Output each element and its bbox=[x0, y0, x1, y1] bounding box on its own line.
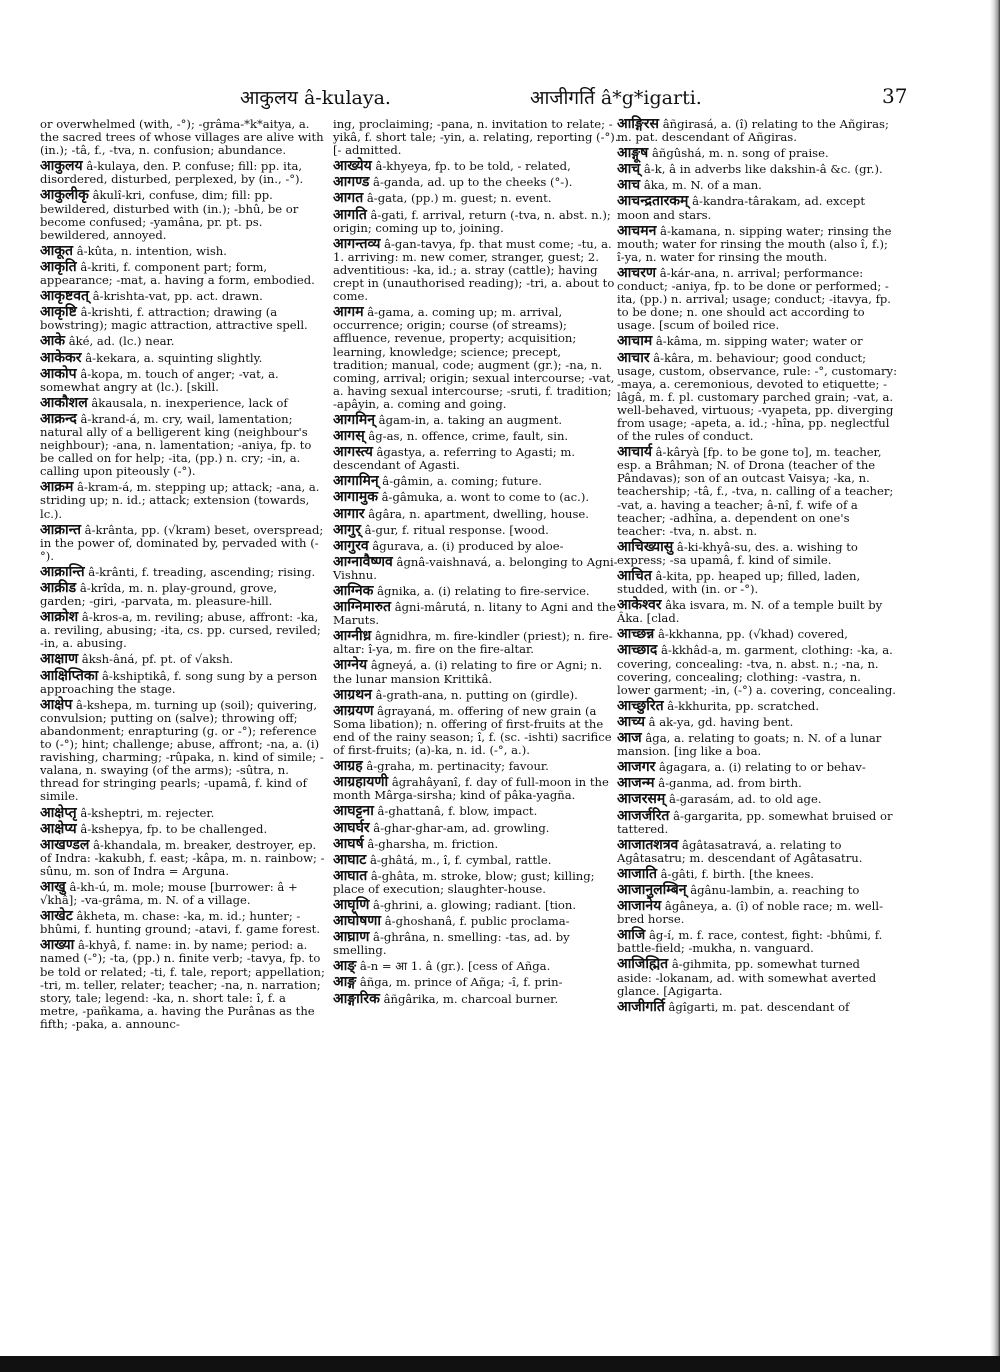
entry-headword: आक्षाण bbox=[40, 651, 79, 668]
column-left bbox=[40, 118, 326, 1034]
entry-definition: â-kandra-târakam, ad. except moon and stars. bbox=[617, 194, 866, 222]
entry-headword: आच् bbox=[617, 161, 641, 178]
entry-definition: âga, a. relating to goats; n. N. of a lunar mansion. [ing like a boa. bbox=[617, 731, 882, 759]
entry-definition: â-kkhurita, pp. scratched. bbox=[667, 698, 820, 713]
entry-definition: â-gihmita, pp. somewhat turned aside: -lokanam, ad. with somewhat averted glance. [Agigarta. bbox=[617, 957, 877, 998]
entry-headword: आघात bbox=[333, 867, 368, 884]
dictionary-entry bbox=[40, 394, 326, 411]
entry-definition: âgnâ-vaishnavá, a. belonging to Agni-Vishnu. bbox=[333, 554, 618, 582]
dictionary-entry bbox=[333, 990, 619, 1007]
entry-headword: आखण्डल bbox=[40, 836, 90, 853]
entry-definition: â-ganda, ad. up to the cheeks (°-). bbox=[373, 175, 573, 190]
dictionary-entry bbox=[333, 819, 619, 836]
dictionary-entry bbox=[333, 760, 619, 773]
entry-definition: âg-as, n. offence, crime, fault, sin. bbox=[368, 429, 569, 444]
entry-definition: âkheta, m. chase: -ka, m. id.; hunter; -bhûmi, f. hunting ground; -atavi, f. game forest. bbox=[40, 909, 321, 937]
dictionary-entry bbox=[333, 805, 619, 818]
entry-headword: आङ्गारिक bbox=[333, 990, 380, 1007]
entry-definition: âñgirasá, a. (î) relating to the Añgiras; m. pat. descendant of Añgiras. bbox=[617, 117, 889, 145]
entry-headword: आगन्तव्य bbox=[333, 235, 381, 252]
entry-headword: आग्रथन bbox=[333, 686, 372, 703]
dictionary-entry bbox=[40, 365, 326, 394]
entry-definition: âgagara, a. (i) relating to or behav- bbox=[659, 760, 866, 775]
dictionary-entry bbox=[617, 900, 897, 926]
entry-definition: â-ganma, ad. from birth. bbox=[658, 776, 802, 791]
dictionary-entry bbox=[617, 264, 897, 333]
entry-headword: आक्रीड bbox=[40, 580, 77, 596]
entry-headword: आक्रोश bbox=[40, 609, 79, 626]
dictionary-entry bbox=[40, 410, 326, 479]
entry-definition: âgnidhra, m. fire-kindler (priest); n. fire-altar: î-ya, m. fire on the fire-altar. bbox=[333, 629, 613, 657]
dictionary-entry bbox=[333, 176, 619, 189]
running-header bbox=[40, 84, 920, 114]
entry-headword: आकेश्वर bbox=[617, 597, 662, 614]
dictionary-entry bbox=[617, 599, 897, 625]
entry-definition: âka, m. N. of a man. bbox=[643, 178, 762, 193]
dictionary-entry bbox=[617, 335, 897, 348]
entry-definition: â-kár-ana, n. arrival; performance: conduct; -aniya, fp. to be done or performed; -ita, (pp.) n. arrival; usage; conduct; -itavya, fp. to be done; n. one should act according to usage. [scum of boiled rice. bbox=[617, 265, 891, 333]
dictionary-entry bbox=[333, 960, 619, 973]
dictionary-entry bbox=[40, 349, 326, 366]
entry-headword: आघृणि bbox=[333, 896, 370, 913]
entry-headword: आच्य bbox=[617, 713, 645, 730]
entry-definition: âgâneya, a. (î) of noble race; m. well-bred horse. bbox=[617, 899, 883, 927]
dictionary-entry bbox=[617, 761, 897, 774]
dictionary-entry bbox=[40, 667, 326, 696]
entry-definition: âgam-in, a. taking an augment. bbox=[378, 412, 563, 427]
entry-headword: आचरण bbox=[617, 264, 657, 281]
entry-definition: âgnika, a. (i) relating to fire-service. bbox=[377, 584, 590, 598]
entry-definition: â-garasám, ad. to old age. bbox=[668, 792, 822, 807]
entry-headword: आजरसम् bbox=[617, 791, 666, 808]
entry-headword: आजाति bbox=[617, 865, 657, 882]
dictionary-entry bbox=[617, 836, 897, 865]
dictionary-entry bbox=[617, 732, 897, 758]
entry-definition: âkulî-kri, confuse, dim; fill: pp. bewildered, disturbed with (in.); -bhû, be or become confused; -yamâna, pr. pt. ps. bewildered, annoyed. bbox=[40, 188, 299, 242]
dictionary-entry bbox=[40, 804, 326, 821]
entry-headword: आगमिन् bbox=[333, 411, 375, 428]
entry-definition: âgânu-lambin, a. reaching to bbox=[690, 882, 860, 897]
entry-headword: आगस् bbox=[333, 428, 365, 445]
entry-definition: â-ghar-ghar-am, ad. growling. bbox=[373, 820, 550, 835]
column-middle bbox=[333, 118, 619, 1009]
dictionary-entry bbox=[617, 777, 897, 790]
entry-headword: आगति bbox=[333, 206, 367, 223]
entry-definition: âñgârika, m. charcoal burner. bbox=[383, 991, 559, 1006]
dictionary-entry bbox=[333, 601, 619, 627]
entry-headword: आच bbox=[617, 177, 641, 194]
entry-definition: âké, ad. (lc.) near. bbox=[68, 334, 175, 349]
entry-continuation bbox=[40, 118, 326, 157]
entry-definition: â-gargarita, pp. somewhat bruised or tattered. bbox=[617, 808, 893, 836]
dictionary-entry bbox=[40, 335, 326, 348]
dictionary-entry bbox=[333, 521, 619, 538]
entry-headword: आजि bbox=[617, 927, 646, 944]
dictionary-entry bbox=[333, 411, 619, 428]
entry-headword: आजानेय bbox=[617, 898, 662, 915]
entry-headword: आच्छन्न bbox=[617, 626, 655, 643]
entry-definition: â-kriti, f. component part; form, appearance; -mat, a. having a form, embodied. bbox=[40, 259, 315, 288]
entry-definition: â-krânta, pp. (√kram) beset, overspread; in the power of, dominated by, pervaded with (-°). bbox=[40, 522, 324, 563]
dictionary-entry bbox=[333, 896, 619, 913]
dictionary-entry bbox=[617, 147, 897, 160]
entry-headword: आक्षेप्य bbox=[40, 820, 77, 837]
entry-headword: आगुर् bbox=[333, 521, 361, 538]
entry-definition: â-khyâ, f. name: in. by name; period: a. named (-°); -ta, (pp.) n. finite verb; -tavya, fp. to be told or related; -ti, f. tale, report; appellation; -tri, m. teller, relater; teacher; -na, n. narration; story, tale; legend: -ka, n. short tale: î, f. a metre, -pañkama, a. having the Purânas as the fifth; -paka, a. announc- bbox=[40, 938, 325, 1031]
entry-headword: आचिख्यासु bbox=[617, 538, 674, 555]
dictionary-entry bbox=[40, 611, 326, 650]
entry-definition: âgneyá, a. (i) relating to fire or Agni; n. the lunar mansion Krittikâ. bbox=[333, 658, 603, 686]
header-left-guide-word: आकुलय â-kulaya. bbox=[240, 87, 391, 109]
entry-headword: आख्या bbox=[40, 937, 75, 954]
entry-headword: आघर्ष bbox=[333, 835, 364, 852]
dictionary-entry bbox=[617, 713, 897, 730]
entry-headword: आकुलय bbox=[40, 158, 83, 175]
entry-headword: आगण्ड bbox=[333, 174, 370, 191]
entry-definition: â-ghrini, a. glowing; radiant. [tion. bbox=[373, 897, 577, 912]
entry-headword: आगामिन् bbox=[333, 473, 379, 490]
dictionary-entry bbox=[333, 206, 619, 235]
dictionary-entry bbox=[333, 160, 619, 173]
entry-definition: â-kâra, m. behaviour; good conduct; usage, custom, observance, rule: -°, customary: -maya, a. ceremonious, devoted to etiquette; -lâgâ, m. f. pl. customary parched grain; -vat, a. well-behaved, virtuous; -vyapeta, pp. diverging from usage; -apeta, a. id.; -hîna, pp. neglectful of the rules of conduct. bbox=[617, 350, 898, 444]
dictionary-entry bbox=[40, 563, 326, 580]
dictionary-entry bbox=[617, 865, 897, 882]
entry-definition: â-gan-tavya, fp. that must come; -tu, a. 1. arriving: m. new comer, stranger, guest; 2. adventitious: -ka, id.; a. stray (cattle); having crept in (unauthorised reading); -tri, a. about to come. bbox=[333, 236, 615, 304]
entry-definition: â-ki-khyâ-su, des. a. wishing to express; -sa upamâ, f. kind of simile. bbox=[617, 539, 858, 567]
entry-headword: आजगर bbox=[617, 759, 656, 776]
entry-continuation bbox=[333, 118, 619, 157]
entry-definition: âgîgarti, m. pat. descendant of bbox=[668, 999, 850, 1014]
entry-definition: â-gharsha, m. friction. bbox=[367, 836, 499, 851]
entry-definition: â-gâmin, a. coming; future. bbox=[382, 474, 542, 489]
entry-definition: â-k, â in adverbs like dakshin-â &c. (gr.). bbox=[643, 162, 883, 177]
entry-definition: â-gur, f. ritual response. [wood. bbox=[364, 522, 549, 537]
entry-definition: âgni-mârutá, n. litany to Agni and the Maruts. bbox=[333, 600, 616, 628]
entry-definition: â-kkhanna, pp. (√khad) covered, bbox=[657, 627, 848, 642]
entry-definition: âgâra, n. apartment, dwelling, house. bbox=[368, 506, 589, 521]
dictionary-entry bbox=[333, 585, 619, 598]
entry-definition: â-ksheptri, m. rejecter. bbox=[80, 805, 215, 820]
dictionary-entry bbox=[333, 192, 619, 205]
entry-headword: आघोषणा bbox=[333, 913, 382, 930]
entry-headword: आजिह्मित bbox=[617, 956, 669, 973]
entry-headword: आजन्म bbox=[617, 775, 655, 792]
entry-definition: â-krand-á, m. cry, wail, lamentation; natural ally of a belligerent king (neighbour's neighbour); -ana, n. lamentation; -aniya, fp. to be called on for help; -ita, (pp.) n. cry; -in, a. calling upon piteously (-°). bbox=[40, 411, 312, 479]
entry-headword: आक्रन्द bbox=[40, 410, 77, 427]
entry-headword: आकौशल bbox=[40, 394, 88, 411]
entry-definition: âñgûshá, m. n. song of praise. bbox=[651, 146, 829, 161]
dictionary-entry bbox=[333, 851, 619, 868]
entry-headword: आकेकर bbox=[40, 349, 82, 366]
dictionary-entry bbox=[333, 630, 619, 656]
entry-definition: âka isvara, m. N. of a temple built by Âka. [clad. bbox=[617, 598, 883, 626]
entry-definition: â-ghattanâ, f. blow, impact. bbox=[377, 804, 538, 819]
dictionary-entry bbox=[617, 697, 897, 714]
entry-definition: âgrayaná, m. offering of new grain (a Soma libation); n. offering of first-fruits at the end of the rainy season; î, f. (sc. -ishti) sacrifice of first-fruits; (a)-ka, n. id. (-°, a.). bbox=[333, 703, 612, 758]
dictionary-entry bbox=[333, 446, 619, 472]
dictionary-entry bbox=[333, 505, 619, 522]
dictionary-entry bbox=[333, 475, 619, 488]
entry-definition: â-ghâtá, m., î, f. cymbal, rattle. bbox=[369, 852, 552, 867]
entry-headword: आग्रह bbox=[333, 758, 363, 775]
dictionary-entry bbox=[617, 929, 897, 955]
dictionary-entry bbox=[40, 582, 326, 608]
entry-definition: â-kkhâd-a, m. garment, clothing: -ka, a. covering, concealing: -tva, n. abst. n.; -na, n. covering, concealing; clothing: -vastra, n. lower garment; -in, (-°) a. covering, concealing. bbox=[617, 643, 896, 697]
entry-headword: आखु bbox=[40, 878, 66, 895]
dictionary-entry bbox=[333, 686, 619, 703]
entry-definition: âgurava, a. (i) produced by aloe- bbox=[372, 538, 564, 553]
dictionary-entry bbox=[40, 258, 326, 288]
entry-headword: आच्छुरित bbox=[617, 697, 664, 714]
dictionary-entry bbox=[617, 118, 897, 144]
dictionary-entry bbox=[40, 939, 326, 1031]
entry-headword: आचाम bbox=[617, 333, 653, 350]
scan-bottom-border bbox=[0, 1356, 1000, 1372]
entry-definition: âgastya, a. referring to Agasti; m. descendant of Agasti. bbox=[333, 445, 576, 473]
entry-headword: आघट्टना bbox=[333, 803, 374, 820]
entry-headword: आग्नावैष्णव bbox=[333, 553, 393, 570]
entry-headword: आगम bbox=[333, 304, 364, 321]
entry-headword: आकोप bbox=[40, 365, 77, 382]
header-right-guide-word: आजीगर्ति â*g*igarti. bbox=[530, 87, 702, 109]
entry-headword: आग्रयण bbox=[333, 702, 374, 719]
entry-headword: आखेट bbox=[40, 908, 73, 925]
dictionary-entry bbox=[333, 931, 619, 957]
entry-definition: â-kshepya, fp. to be challenged. bbox=[80, 821, 268, 836]
entry-headword: आगुरव bbox=[333, 537, 369, 554]
entry-headword: आङ्गिरस bbox=[617, 116, 659, 132]
entry-definition: â-kshepa, m. turning up (soil); quivering, convulsion; putting on (salve); throwing off; abandonment; enrapturing (g. or -°); reference to (-°); hint; challenge; abuse, affront; -na, a. (i) ravishing, charming; -rûpaka, n. kind of simile; -valana, n. swaying (of the arms); -sûtra, n. thread for stringing pearls; -upamâ, f. kind of simile. bbox=[40, 697, 324, 804]
dictionary-entry bbox=[40, 878, 326, 908]
entry-definition: âg-í, m. f. race, contest, fight: -bhûmi, f. battle-field; -mukha, n. vanguard. bbox=[617, 928, 883, 956]
dictionary-entry bbox=[40, 836, 326, 878]
page-number: 37 bbox=[882, 84, 908, 108]
entry-definition: â-gâmuka, a. wont to come to (ac.). bbox=[381, 490, 590, 505]
entry-headword: आगस्त्य bbox=[333, 444, 373, 461]
entry-definition: â-kamana, n. sipping water; rinsing the mouth; water for rinsing the mouth (also î, f.); î-ya, n. water for rinsing the mouth. bbox=[617, 223, 892, 264]
entry-definition: â-krishta-vat, pp. act. drawn. bbox=[92, 289, 263, 304]
entry-headword: आग्नीध्र bbox=[333, 628, 372, 645]
entry-definition: â-gati, f. arrival, return (-tva, n. abst. n.); origin; coming up to, joining. bbox=[333, 207, 611, 235]
entry-headword: आघाट bbox=[333, 851, 367, 868]
dictionary-entry bbox=[40, 242, 326, 259]
dictionary-entry bbox=[617, 807, 897, 836]
entry-headword: आकुलीकृ bbox=[40, 187, 89, 204]
entry-headword: आज bbox=[617, 730, 642, 747]
dictionary-entry bbox=[40, 653, 326, 666]
entry-headword: आकृति bbox=[40, 258, 77, 275]
entry-definition: â-n = आ 1. â (gr.). [cess of Añga. bbox=[359, 959, 551, 974]
entry-headword: आगत bbox=[333, 190, 364, 207]
entry-definition: â-graha, m. pertinacity; favour. bbox=[366, 759, 549, 774]
entry-headword: आघर्घर bbox=[333, 819, 370, 836]
dictionary-entry bbox=[40, 521, 326, 563]
entry-headword: आगामुक bbox=[333, 489, 378, 506]
dictionary-entry bbox=[40, 481, 326, 520]
dictionary-entry bbox=[617, 570, 897, 596]
dictionary-entry bbox=[40, 160, 326, 186]
entry-definition: â-krânti, f. treading, ascending; rising. bbox=[88, 564, 316, 579]
entry-headword: आचमन bbox=[617, 222, 657, 239]
dictionary-entry bbox=[40, 306, 326, 332]
dictionary-entry bbox=[333, 430, 619, 443]
entry-headword: आख्येय bbox=[333, 158, 372, 175]
entry-definition: ing, proclaiming; -pana, n. invitation to relate; -yikâ, f. short tale; -yin, a. relating, reporting (-°). [- admitted. bbox=[333, 117, 619, 158]
entry-headword: आक्षेप्तृ bbox=[40, 804, 77, 821]
scan-edge-shadow bbox=[990, 0, 1000, 1372]
dictionary-entry bbox=[617, 446, 897, 538]
entry-headword: आजर्जरित bbox=[617, 807, 670, 824]
entry-definition: â-kshiptikâ, f. song sung by a person approaching the stage. bbox=[40, 668, 318, 696]
entry-definition: âgâtasatravá, a. relating to Agâtasatru; m. descendant of Agâtasatru. bbox=[617, 837, 863, 865]
entry-headword: आके bbox=[40, 333, 66, 350]
entry-definition: â-ghrâna, n. smelling: -tas, ad. by smelling. bbox=[333, 930, 570, 958]
dictionary-entry bbox=[333, 867, 619, 896]
entry-definition: â-kekara, a. squinting slightly. bbox=[85, 350, 263, 365]
entry-definition: â-kram-á, m. stepping up; attack; -ana, a. striding up; n. id.; attack; extension (towards, lc.). bbox=[40, 480, 320, 521]
entry-definition: â-ghâta, m. stroke, blow; gust; killing; place of execution; slaughter-house. bbox=[333, 868, 595, 896]
entry-headword: आग्निक bbox=[333, 583, 374, 599]
dictionary-entry bbox=[40, 290, 326, 303]
entry-definition: â-kûta, n. intention, wish. bbox=[76, 243, 227, 258]
entry-headword: आचार bbox=[617, 349, 650, 366]
dictionary-entry bbox=[617, 793, 897, 806]
dictionary-entry bbox=[333, 702, 619, 758]
dictionary-entry bbox=[333, 235, 619, 304]
entry-headword: आक्षेप bbox=[40, 696, 73, 713]
entry-headword: आघ्राण bbox=[333, 929, 370, 946]
entry-definition: â-gama, a. coming up; m. arrival, occurrence; origin; course (of streams); affluence, revenue, property; acquisition; learning, knowledge; science; precept, tradition; manual, code; augment (gr.); -na, n. coming, arrival; origin; sexual intercourse; -vat, a. having sexual intercourse; -sruti, f. tradition; -apâyin, a. coming and going. bbox=[333, 305, 615, 411]
entry-headword: आचित bbox=[617, 568, 652, 584]
dictionary-entry bbox=[333, 553, 619, 582]
dictionary-entry bbox=[617, 179, 897, 192]
entry-definition: â-khyeya, fp. to be told, - related, bbox=[375, 159, 571, 174]
dictionary-entry bbox=[40, 189, 326, 241]
entry-headword: आचन्द्रतारकम् bbox=[617, 193, 689, 210]
dictionary-entry bbox=[617, 958, 897, 997]
entry-definition: â ak-ya, gd. having bent. bbox=[648, 714, 794, 729]
entry-headword: आग्रहायणी bbox=[333, 774, 389, 791]
dictionary-entry bbox=[333, 306, 619, 411]
entry-headword: आचार्य bbox=[617, 444, 652, 461]
entry-definition: or overwhelmed (with, -°); -grâma-*k*aitya, a. the sacred trees of whose villages are alive with (in.); -tâ, f., -tva, n. confusion; abundance. bbox=[40, 117, 324, 158]
dictionary-entry bbox=[40, 820, 326, 837]
dictionary-entry bbox=[40, 696, 326, 804]
entry-definition: âksh-âná, pf. pt. of √aksh. bbox=[81, 652, 234, 667]
dictionary-entry bbox=[333, 776, 619, 802]
entry-definition: â-kulaya, den. P. confuse; fill: pp. ita, disordered, disturbed, perplexed, by (in., -°). bbox=[40, 159, 304, 187]
entry-headword: आग्नेय bbox=[333, 657, 368, 674]
dictionary-entry bbox=[333, 659, 619, 685]
entry-headword: आक्रान्ति bbox=[40, 563, 85, 580]
dictionary-entry bbox=[617, 349, 898, 444]
entry-headword: आक्रान्त bbox=[40, 521, 81, 538]
dictionary-entry bbox=[617, 644, 897, 696]
entry-definition: â-gata, (pp.) m. guest; n. event. bbox=[366, 191, 552, 206]
entry-headword: आजातशत्रव bbox=[617, 836, 679, 853]
dictionary-entry bbox=[617, 222, 897, 264]
entry-definition: â-krîda, m. n. play-ground, grove, garden; -giri, -parvata, m. pleasure-hill. bbox=[40, 581, 278, 609]
column-right bbox=[617, 118, 897, 1017]
dictionary-entry bbox=[617, 538, 897, 567]
entry-definition: â-kopa, m. touch of anger; -vat, a. somewhat angry at (lc.). [skill. bbox=[40, 366, 279, 394]
entry-definition: â-kâryà [fp. to be gone to], m. teacher, esp. a Brâhman; N. of Drona (teacher of the Pândavas); son of an outcast Vaisya; -ka, n. teachership; -tâ, f., -tva, n. calling of a teacher; -vat, a. having a teacher; â-nî, f. wife of a teacher; -adhîna, a. dependent on one's teacher: -tva, n. abst. n. bbox=[617, 445, 894, 538]
entry-definition: â-khandala, m. breaker, destroyer, ep. of Indra: -kakubh, f. east; -kâpa, m. n. rainbow; -sûnu, m. son of Indra = Arguna. bbox=[40, 837, 325, 878]
entry-definition: â-kita, pp. heaped up; filled, laden, studded, with (in. or -°). bbox=[617, 569, 861, 597]
entry-definition: â-grath-ana, n. putting on (girdle). bbox=[375, 687, 578, 702]
entry-headword: आकृष्टवत् bbox=[40, 288, 89, 305]
entry-definition: â-kros-a, m. reviling; abuse, affront: -ka, a. reviling, abusing; -ita, cs. pp. cursed, reviled; -in, a. abusing. bbox=[40, 610, 321, 651]
entry-headword: आजानुलम्बिन् bbox=[617, 881, 687, 898]
entry-headword: आक्रम bbox=[40, 479, 74, 496]
entry-definition: âkausala, n. inexperience, lack of bbox=[91, 395, 288, 410]
entry-headword: आकूत bbox=[40, 242, 74, 259]
dictionary-entry bbox=[333, 835, 619, 852]
dictionary-entry bbox=[617, 195, 897, 221]
entry-headword: आङ् bbox=[333, 958, 357, 975]
dictionary-entry bbox=[333, 537, 619, 554]
entry-headword: आच्छाद bbox=[617, 642, 658, 659]
entry-headword: आङ्गूष bbox=[617, 145, 649, 162]
dictionary-entry bbox=[617, 163, 897, 176]
entry-headword: आकृष्टि bbox=[40, 304, 77, 321]
entry-headword: आङ्ग bbox=[333, 974, 357, 991]
dictionary-entry bbox=[617, 881, 897, 898]
entry-headword: आजीगर्ति bbox=[617, 998, 665, 1015]
entry-definition: â-ghoshanâ, f. public proclama- bbox=[384, 914, 570, 929]
entry-definition: âgrahâyanî, f. day of full-moon in the month Mârga-sirsha; kind of pâka-yagña. bbox=[333, 775, 609, 803]
dictionary-entry bbox=[333, 976, 619, 989]
entry-definition: â-kh-ú, m. mole; mouse [burrower: â + √khâ]; -va-grâma, m. N. of a village. bbox=[40, 879, 298, 908]
dictionary-entry bbox=[617, 998, 897, 1015]
dictionary-entry bbox=[333, 491, 619, 504]
dictionary-entry bbox=[40, 910, 326, 936]
dictionary-entry bbox=[333, 915, 619, 928]
entry-definition: â-kâma, m. sipping water; water or bbox=[655, 334, 863, 349]
entry-definition: â-krishti, f. attraction; drawing (a bowstring); magic attraction, attractive spell. bbox=[40, 305, 308, 333]
entry-definition: â-gâti, f. birth. [the knees. bbox=[660, 866, 814, 881]
entry-headword: आक्षिप्तिका bbox=[40, 667, 99, 684]
entry-definition: âñga, m. prince of Añga; -î, f. prin- bbox=[359, 975, 563, 990]
dictionary-entry bbox=[617, 628, 897, 641]
entry-headword: आगार bbox=[333, 505, 365, 522]
entry-headword: आग्निमारुत bbox=[333, 599, 391, 616]
